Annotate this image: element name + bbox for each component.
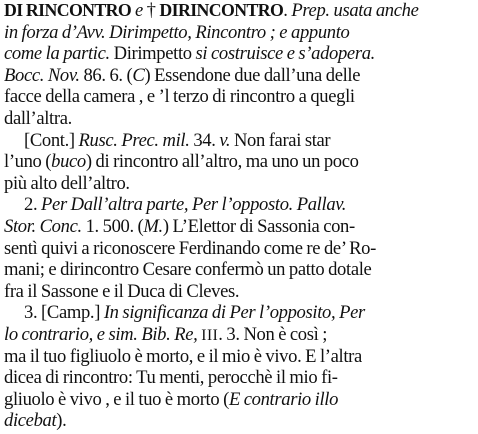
cont-tag: [Cont.]	[24, 129, 79, 151]
citation-source: Rusc. Prec. mil.	[78, 129, 190, 151]
definition-text: Per Dall’altra parte, Per l’opposto. Pallav.	[41, 194, 347, 216]
entry-line-6	[4, 108, 474, 130]
entry-line-5	[4, 86, 474, 108]
dagger-mark: †	[146, 0, 156, 21]
cont-line-1	[4, 130, 474, 152]
headword: DI RINCONTRO	[4, 0, 132, 20]
quote-text: . 3. Non è così ;	[218, 323, 328, 345]
sense-2-line-3	[4, 238, 474, 260]
definition-text: come la partic.	[4, 43, 110, 65]
entry-line-2	[4, 22, 474, 44]
quote-text: dicea di rincontro: Tu menti, perocchè il mio fi-	[4, 367, 338, 389]
entry-line-3	[4, 43, 474, 65]
sense-3-line-4	[4, 367, 474, 389]
sense-number: 2.	[24, 194, 42, 216]
citation-ref: 34.	[189, 129, 220, 151]
quote-text: sentì quivi a riconoscere Ferdinando come re de’ Ro-	[4, 237, 376, 259]
definition-text: In significanza di Per l’opposito, Per	[103, 302, 365, 324]
definition-word: Dirimpetto	[109, 43, 196, 65]
cont-line-3	[4, 173, 474, 195]
quote-text: fra il Sassone e il Duca di Cleves.	[4, 280, 240, 302]
quote-text: ma il tuo figliuolo è morto, e il mio è vivo. E l’altra	[4, 345, 362, 367]
citation-source: Bocc. Nov.	[4, 64, 80, 86]
quote-text: gliuolo è vivo , e il tuo è morto (	[4, 388, 229, 410]
sense-3-line-1	[4, 302, 474, 324]
citation-mark: C	[132, 64, 145, 86]
sense-2-line-5	[4, 281, 474, 303]
sense-3-line-3	[4, 346, 474, 368]
quote-text: Non farai star	[230, 129, 331, 151]
sense-3-line-5	[4, 389, 474, 411]
conjunction: e	[131, 0, 147, 21]
quote-text: facce della camera , e ’l terzo di rincontro a quegli	[4, 86, 355, 108]
definition-text: in forza d’Avv. Dirimpetto, Rincontro ; e appunto	[4, 21, 350, 43]
sense-2-line-2	[4, 216, 474, 238]
headword-variant: DIRINCONTRO	[159, 0, 284, 20]
latin-gloss: E contrario illo	[228, 388, 339, 410]
citation-mark: M.	[143, 215, 163, 237]
cont-line-2	[4, 151, 474, 173]
quote-text: l’uno (	[4, 151, 52, 173]
citation-source: Stor. Conc.	[4, 215, 82, 237]
quote-text: ) L’Elettor di Sassonia con-	[162, 215, 355, 237]
definition-text: lo contrario, e sim. Bib. Re,	[4, 323, 198, 345]
sense-3-line-6	[4, 410, 474, 432]
entry-line-1: DI RINCONTRO e † DIRINCONTRO. Prep. usata anche	[4, 0, 419, 21]
closing-paren: ).	[56, 410, 67, 432]
quote-text: mani; e dirincontro Cesare confermò un patto dotale	[4, 259, 372, 281]
definition-text: si costruisce e s’adopera.	[195, 43, 375, 65]
sense-2-line-1	[4, 194, 474, 216]
citation-ref: 86. 6. (	[79, 64, 133, 86]
citation-ref: 1. 500. (	[81, 215, 144, 237]
part-of-speech: Prep. usata anche	[291, 0, 419, 21]
sense-3-line-2	[4, 324, 474, 346]
dictionary-entry	[4, 0, 474, 432]
quote-text: più alto dell’altro.	[4, 172, 130, 194]
quote-text: ) di rincontro all’altro, ma uno un poco	[85, 151, 359, 173]
book-number: III	[197, 326, 219, 344]
quote-text: ) Essendone due dall’una delle	[144, 64, 361, 86]
sense-2-line-4	[4, 259, 474, 281]
quote-text: dall’altra.	[4, 107, 72, 129]
citation-mark: v.	[219, 129, 231, 151]
gloss-word: buco	[51, 151, 86, 173]
entry-line-4	[4, 65, 474, 87]
sense-number: 3. [Camp.]	[24, 302, 104, 324]
latin-gloss: dicebat	[4, 410, 57, 432]
